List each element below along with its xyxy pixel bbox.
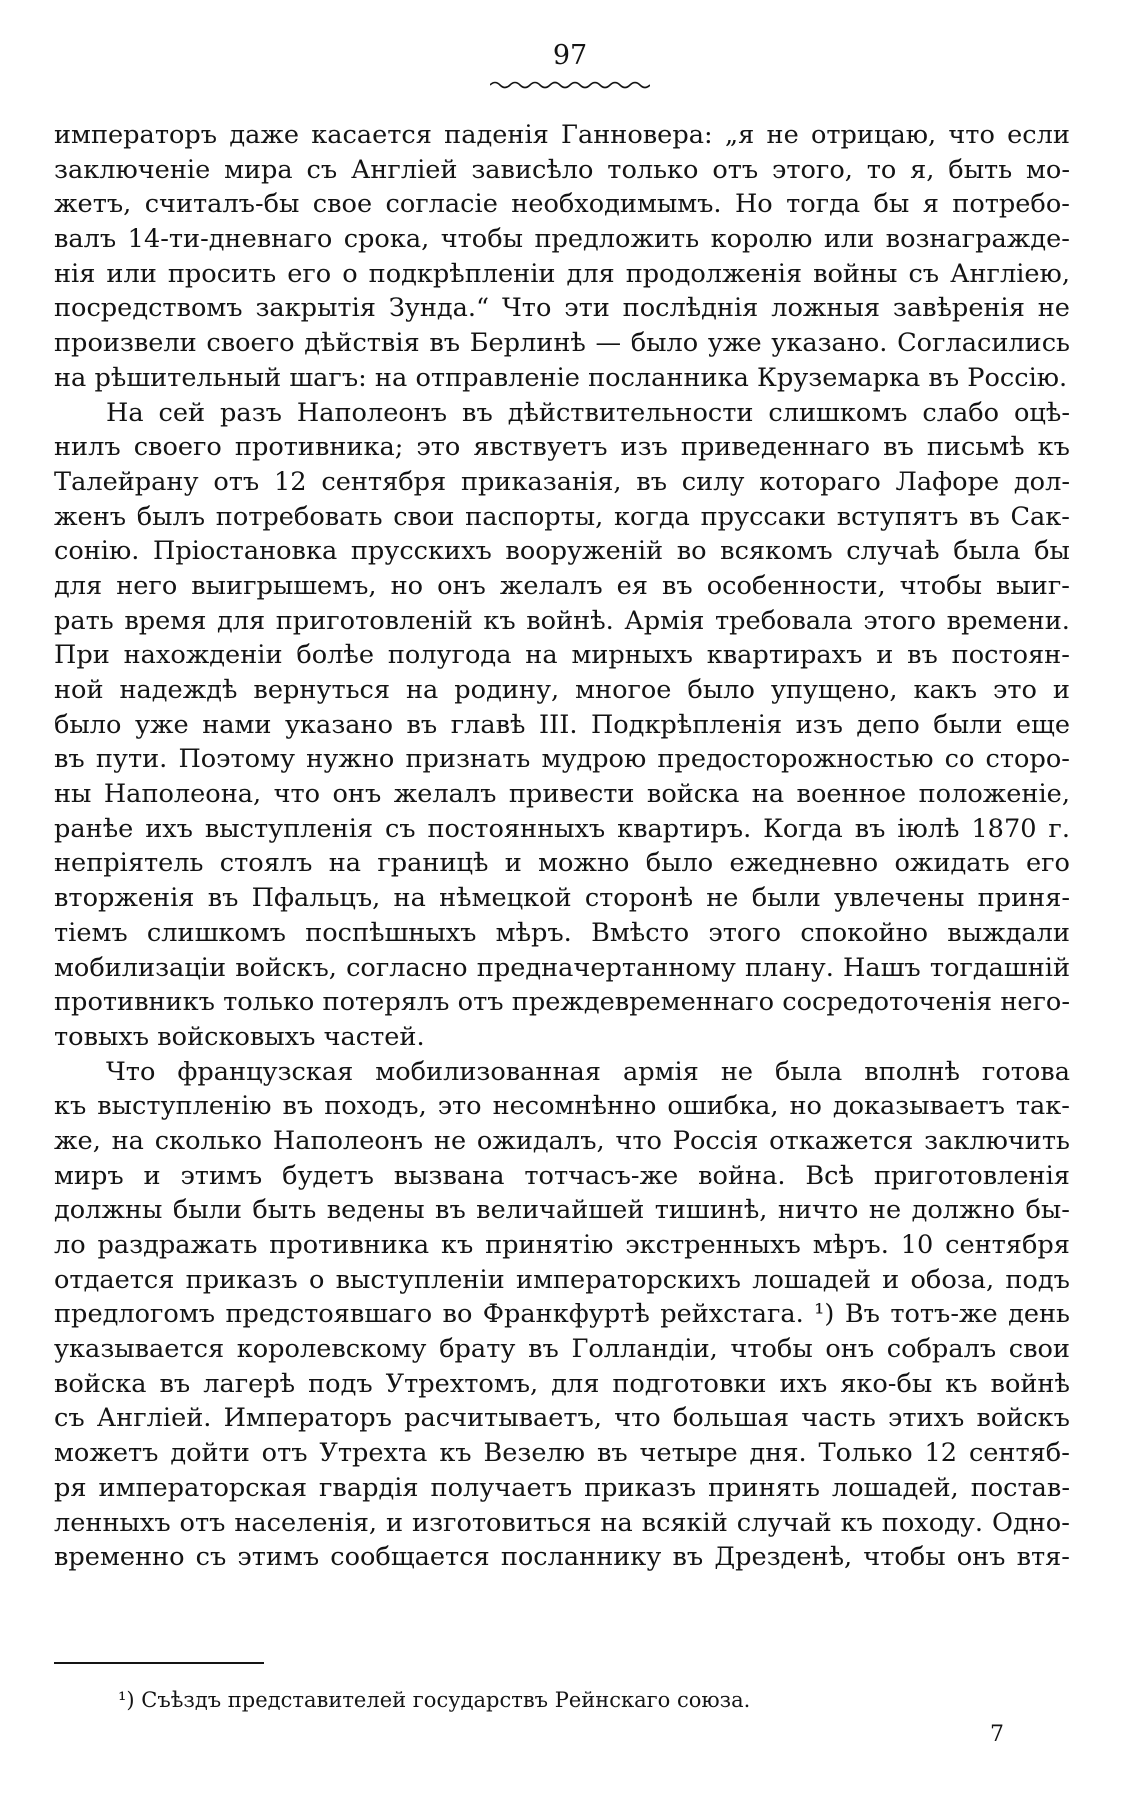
text-line: ной надеждѣ вернуться на родину, многое было упущено, какъ это и [54,675,1070,705]
text-line: нилъ своего противника; это явствуетъ изъ приведеннаго въ письмѣ къ [54,432,1070,463]
signature-mark: 7 [990,1722,1004,1747]
text-line: можетъ дойти отъ Утрехта къ Везелю въ четыре дня. Только 12 сентяб- [54,1438,1070,1469]
text-line: было уже нами указано въ главѣ III. Подкрѣпленія изъ депо были еще [54,709,1070,740]
text-line: вторженія въ Пфальцъ, на нѣмецкой сторонѣ не были увлечены приня- [54,883,1070,914]
text-line: указывается королевскому брату въ Голландіи, чтобы онъ собралъ свои [54,1334,1070,1365]
footnote-rule [54,1662,264,1664]
text-line: отдается приказъ о выступленіи императорскихъ лошадей и обоза, подъ [54,1264,1070,1295]
wavy-divider [490,80,650,90]
text-line: ло раздражать противника къ принятію экстренныхъ мѣръ. 10 сентября [54,1230,1070,1260]
paragraph [54,118,1070,396]
text-line: тіемъ слишкомъ поспѣшныхъ мѣръ. Вмѣсто этого спокойно выждали [54,917,1070,948]
text-line: Талейрану отъ 12 сентября приказанія, въ силу котораго Лафоре дол- [54,466,1070,497]
text-line: съ Англіей. Императоръ расчитываетъ, что большая часть этихъ войскъ [54,1403,1070,1434]
page-number: 97 [552,40,588,71]
text-line: предлогомъ предстоявшаго во Франкфуртѣ рейхстага. ¹) Въ тотъ-же день [54,1299,1070,1330]
text-line: къ выступленію въ походъ, это несомнѣнно ошибка, но доказываетъ так- [54,1091,1070,1122]
text-line: сонію. Пріостановка прусскихъ вооруженій во всякомъ случаѣ была бы [54,536,1070,567]
text-line: нія или просить его о подкрѣпленіи для продолженія войны съ Англіею, [54,258,1070,289]
paragraph [54,396,1070,1055]
text-line: посредствомъ закрытія Зунда.“ Что эти послѣднія ложныя завѣренія не [54,293,1070,324]
footnote: ¹) Съѣздъ представителей государствъ Рейнскаго союза. [118,1688,751,1712]
text-line: миръ и этимъ будетъ вызвана тотчасъ-же война. Всѣ приготовленія [54,1160,1070,1191]
text-line: въ пути. Поэтому нужно признать мудрою предосторожностью со сторо- [54,744,1070,775]
text-line: же, на сколько Наполеонъ не ожидалъ, что Россія откажется заключить [54,1125,1070,1156]
text-line: мобилизаціи войскъ, согласно предначертанному плану. Нашъ тогдашній [54,952,1070,983]
body-text [54,118,1070,1575]
text-line: для него выигрышемъ, но онъ желалъ ея въ особенности, чтобы выиг- [54,570,1070,601]
text-line: ленныхъ отъ населенія, и изготовиться на всякій случай къ походу. Одно- [54,1507,1070,1538]
text-line: женъ былъ потребовать свои паспорты, когда пруссаки вступятъ въ Сак- [54,501,1070,532]
text-line: При нахожденіи болѣе полугода на мирныхъ квартирахъ и въ постоян- [54,640,1070,671]
text-line: ны Наполеона, что онъ желалъ привести войска на военное положеніе, [54,779,1070,810]
text-line: противникъ только потерялъ отъ преждевременнаго сосредоточенія него- [54,987,1070,1018]
text-line: жетъ, считалъ-бы свое согласіе необходимымъ. Но тогда бы я потребо- [54,189,1070,220]
paragraph [54,1055,1070,1575]
text-line: валъ 14-ти-дневнаго срока, чтобы предложить королю или вознагражде- [54,224,1070,255]
text-line: товыхъ войсковыхъ частей. [54,1021,425,1052]
text-line: На сей разъ Наполеонъ въ дѣйствительности слишкомъ слабо оцѣ- [106,397,1070,428]
text-line: ранѣе ихъ выступленія съ постоянныхъ квартиръ. Когда въ іюлѣ 1870 г. [54,813,1070,844]
text-line: рать время для приготовленій къ войнѣ. Армія требовала этого времени. [54,605,1070,636]
text-line: произвели своего дѣйствія въ Берлинѣ — было уже указано. Согласились [54,328,1070,359]
text-line: должны были быть ведены въ величайшей тишинѣ, ничто не должно бы- [54,1195,1070,1226]
text-line: временно съ этимъ сообщается посланнику въ Дрезденѣ, чтобы онъ втя- [54,1542,1070,1573]
text-line: непріятель стоялъ на границѣ и можно было ежедневно ожидать его [54,848,1070,879]
text-line: войска въ лагерѣ подъ Утрехтомъ, для подготовки ихъ яко-бы къ войнѣ [54,1368,1070,1399]
text-line: императоръ даже касается паденія Ганновера: „я не отрицаю, что если [54,120,1070,150]
text-line: на рѣшительный шагъ: на отправленіе посланника Круземарка въ Россію. [54,362,1068,393]
text-line: заключеніе мира съ Англіей зависѣло только отъ этого, то я, быть мо- [54,154,1070,185]
text-line: Что французская мобилизованная армія не была вполнѣ готова [106,1056,1070,1087]
text-line: ря императорская гвардія получаетъ приказъ принять лошадей, постав- [54,1472,1070,1503]
